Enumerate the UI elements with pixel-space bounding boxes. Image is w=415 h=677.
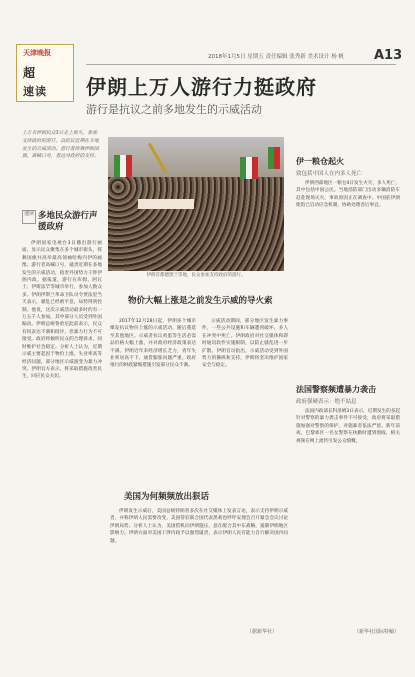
us-credit: （据新华社）	[247, 629, 278, 635]
side-a-subtitle: 致包括中国人在内多人死亡	[296, 171, 363, 177]
us-paragraph: 伊朗发生示威后，美国总统特朗普多次在社交媒体上发表言论，表示支持伊朗示威者，并称伊朗人民需要改变。美国常驻联合国代表黑莉也呼吁安理会召开紧急会议讨论伊朗局势。分析人士认为，美国借机向伊朗施压，意在配合其中东战略，遏制伊朗地区影响力。伊朗方面对美国干涉内政予以强烈谴责，表示伊朗人民有能力自行解决国内问题。	[110, 509, 288, 544]
side-a-title: 伊一粮仓起火	[296, 157, 344, 166]
mid-section-title: 物价大幅上涨是之前发生示威的导火索	[128, 296, 273, 306]
brand-title-line2: 速读	[23, 85, 47, 98]
side-b-subtitle: 政府强硬表示：绝不姑息	[296, 399, 357, 405]
photo-caption: 伊朗首都德黑兰等地，民众参加支持政府的游行。	[146, 273, 246, 278]
mid-column-a	[110, 318, 196, 488]
brand-box	[16, 44, 74, 102]
header-rule	[86, 64, 396, 65]
side-b-text	[296, 408, 400, 623]
photo-crowd	[108, 177, 284, 271]
mid-column-b	[202, 318, 288, 488]
page-number: A13	[374, 48, 403, 63]
left-column-text	[22, 240, 102, 640]
headline: 伊朗上万人游行力挺政府	[86, 75, 317, 99]
brand-title-line1: 超	[23, 66, 37, 80]
mid-paragraph-a: 2017年12月28日起，伊朗多个城市爆发抗议物价上涨的示威活动，随后蔓延至其他地区。示威者抗议鸡蛋等生活必需品价格大幅上涨，并对政府经济政策表达不满。伊朗近年来经济增长乏力，青年失业率居高不下，通货膨胀问题严重。政府推行的财政紧缩措施引发部分民众不满。	[110, 319, 196, 369]
section-mark: 速读	[22, 210, 36, 224]
subheadline: 游行是抗议之前多地发生的示威活动	[86, 103, 262, 116]
side-a-paragraph: 伊朗西部地区一粮仓4日发生火灾，多人死亡，其中包括中国公民。当地消防部门出动多辆消防车赶赴现场灭火，事故原因正在调查中。中国驻伊朗使馆已启动应急机制，协助处理善后事宜。	[296, 181, 400, 209]
lead-paragraph: 上万名伊朗民众3日走上街头，参加支持政府的游行，以抗议近期在多地发生的示威活动。游行者挥舞伊朗国旗，高喊口号，表达对政府的支持。	[22, 131, 99, 160]
left-column-paragraph: 伊朗国家电视台3日播出游行画面，显示民众聚集在多个城市街头，挥舞国旗并高举最高领袖哈梅内伊的画像。游行者高喊口号，谴责近期在多地发生的示威活动，指责外国势力干涉伊朗内政。据报道，游行在库姆、阿瓦士、伊斯法罕等城市举行，参加人数众多。伊朗伊斯兰革命卫队司令贾法里当天表示，骚乱已经被平息，局势得到控制。他说，这次示威活动最多时约有一万五千人参加，其中部分人员受到外国煽动。伊朗总统鲁哈尼此前表示，民众有权表达不满和批评，但暴力行为不可接受。政府将倾听民众的合理诉求，同时维护社会稳定。分析人士认为，近期示威主要起因于物价上涨、失业率高等经济问题，部分地区示威演变为暴力冲突。伊朗官方表示，将采取措施改善民生，回应民众关切。	[22, 241, 102, 380]
side-b-paragraph: 法国内政部长科洛姆3日表示，近期发生的多起针对警察的暴力袭击事件不可接受，政府将采取措施加强对警察的保护，对施暴者依法严惩。新年前夜，巴黎郊区一名女警察在执勤时遭到围殴，相关视频在网上流传引发公众愤慨。	[296, 409, 400, 444]
brand-small: 天津晚报	[23, 49, 51, 57]
side-b-title: 法国警察频遭暴力袭击	[296, 385, 376, 394]
side-a-text	[296, 180, 400, 380]
mid-paragraph-b: 示威活动期间，部分地区发生暴力事件，一些公共设施和车辆遭到破坏，多人在冲突中死亡。伊朗政府对社交媒体和即时通讯软件实施限制，以防止骚乱进一步扩散。伊朗官员指出，示威活动受到外国势力的操纵和支持，伊朗将坚决维护国家安全与稳定。	[202, 319, 288, 369]
photo-banner	[138, 199, 194, 209]
us-section-text	[110, 508, 288, 623]
flag-icon	[126, 155, 132, 177]
flag-icon	[252, 157, 258, 179]
left-section-title: 多地民众游行声援政府	[38, 211, 98, 232]
edition-line: 2018年1月5日 星期五 责任编辑 张秀新 美术设计 杨 帆	[208, 54, 344, 60]
side-b-credit: （新华社国际特稿）	[354, 629, 400, 635]
us-section-title: 美国为何频频放出狠话	[124, 492, 210, 502]
flag-icon	[274, 147, 280, 169]
protest-photo	[108, 137, 284, 271]
